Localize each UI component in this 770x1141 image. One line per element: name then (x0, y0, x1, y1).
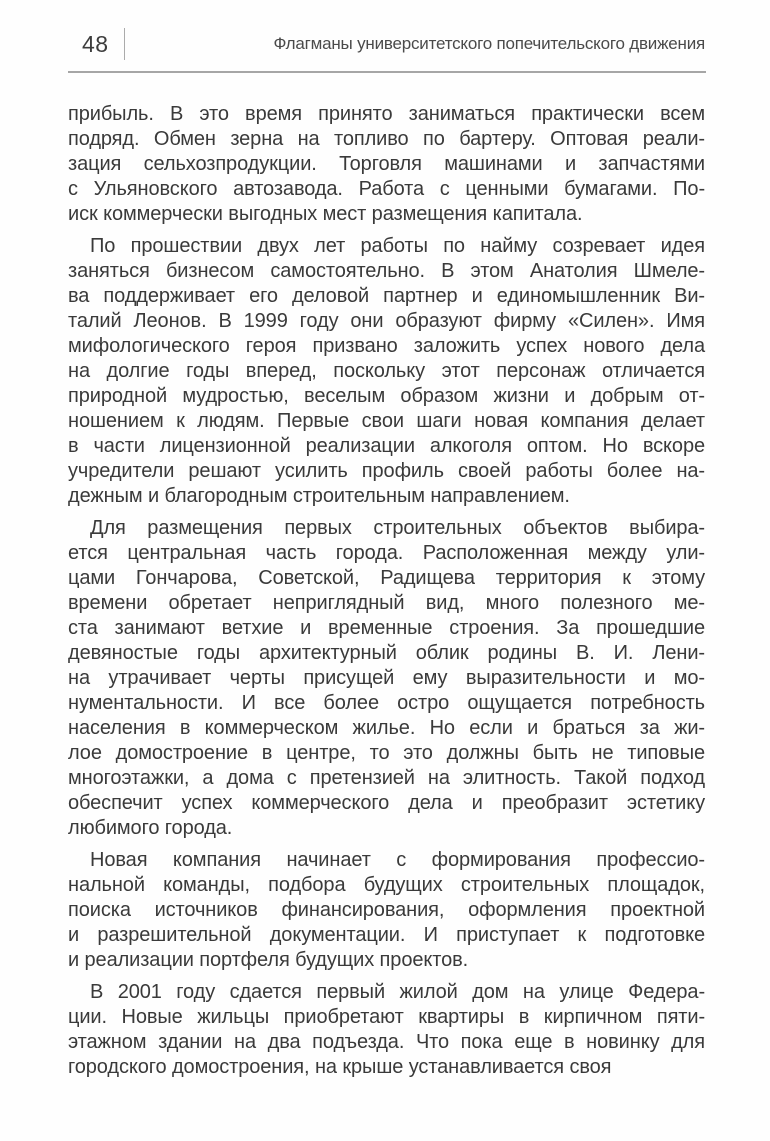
text-line: заняться бизнесом самостоятельно. В этом Анатолия Шмеле- (68, 260, 705, 282)
text-line: ется центральная часть города. Расположенная между ули- (68, 542, 705, 564)
text-line: с Ульяновского автозавода. Работа с ценными бумагами. По- (68, 178, 705, 200)
running-header (68, 26, 705, 62)
text-line: в части лицензионной реализации алкоголя оптом. Но вскоре (68, 435, 705, 457)
header-rule (68, 71, 706, 73)
text-line: и разрешительной документации. И приступает к подготовке (68, 924, 705, 946)
paragraph (68, 980, 705, 1080)
text-line: городского домостроения, на крыше устанавливается своя (68, 1056, 612, 1078)
text-line: зация сельхозпродукции. Торговля машинами и запчастями (68, 153, 705, 175)
page-number: 48 (82, 30, 109, 57)
text-line: ста занимают ветхие и временные строения. За прошедшие (68, 617, 705, 639)
text-line: на долгие годы вперед, поскольку этот персонаж отличается (68, 360, 705, 382)
text-line: любимого города. (68, 817, 233, 839)
text-line: лое домостроение в центре, то это должны быть не типовые (68, 742, 705, 764)
page-body (68, 102, 705, 1080)
text-line: нальной команды, подбора будущих строительных площадок, (68, 874, 705, 896)
text-line: населения в коммерческом жилье. Но если и браться за жи- (68, 717, 705, 739)
page-header (0, 26, 770, 73)
text-line: Для размещения первых строительных объектов выбира- (90, 517, 705, 539)
text-line: нументальности. И все более остро ощущается потребность (68, 692, 705, 714)
paragraph (68, 848, 705, 973)
text-line: иск коммерчески выгодных мест размещения капитала. (68, 203, 583, 225)
text-line: этажном здании на два подъезда. Что пока еще в новинку для (68, 1031, 705, 1053)
text-line: Новая компания начинает с формирования профессио- (90, 849, 705, 871)
text-line: обеспечит успех коммерческого дела и преобразит эстетику (68, 792, 705, 814)
text-line: времени обретает неприглядный вид, много полезного ме- (68, 592, 705, 614)
text-line: ношением к людям. Первые свои шаги новая компания делает (68, 410, 705, 432)
paragraph (68, 516, 705, 841)
paragraph (68, 234, 705, 509)
text-line: природной мудростью, веселым образом жизни и добрым от- (68, 385, 705, 407)
text-line: талий Леонов. В 1999 году они образуют фирму «Силен». Имя (68, 310, 705, 332)
text-line: девяностые годы архитектурный облик родины В. И. Лени- (68, 642, 705, 664)
text-line: подряд. Обмен зерна на топливо по бартеру. Оптовая реали- (68, 128, 705, 150)
text-line: учредители решают усилить профиль своей работы более на- (68, 460, 705, 482)
paragraph (68, 102, 705, 227)
text-line: В 2001 году сдается первый жилой дом на улице Федера- (90, 981, 705, 1003)
text-line: поиска источников финансирования, оформления проектной (68, 899, 705, 921)
text-line: дежным и благородным строительным направлением. (68, 485, 570, 507)
running-header-title: Флагманы университетского попечительского движения (273, 34, 705, 53)
text-line: многоэтажки, а дома с претензией на элитность. Такой подход (68, 767, 705, 789)
text-line: ва поддерживает его деловой партнер и единомышленник Ви- (68, 285, 705, 307)
text-line: на утрачивает черты присущей ему выразительности и мо- (68, 667, 705, 689)
text-line: цами Гончарова, Советской, Радищева территория к этому (68, 567, 705, 589)
text-line: ции. Новые жильцы приобретают квартиры в кирпичном пяти- (68, 1006, 705, 1028)
text-line: мифологического героя призвано заложить успех нового дела (68, 335, 705, 357)
text-line: По прошествии двух лет работы по найму созревает идея (90, 235, 705, 257)
text-line: и реализации портфеля будущих проектов. (68, 949, 469, 971)
text-line: прибыль. В это время принято заниматься практически всем (68, 103, 705, 125)
